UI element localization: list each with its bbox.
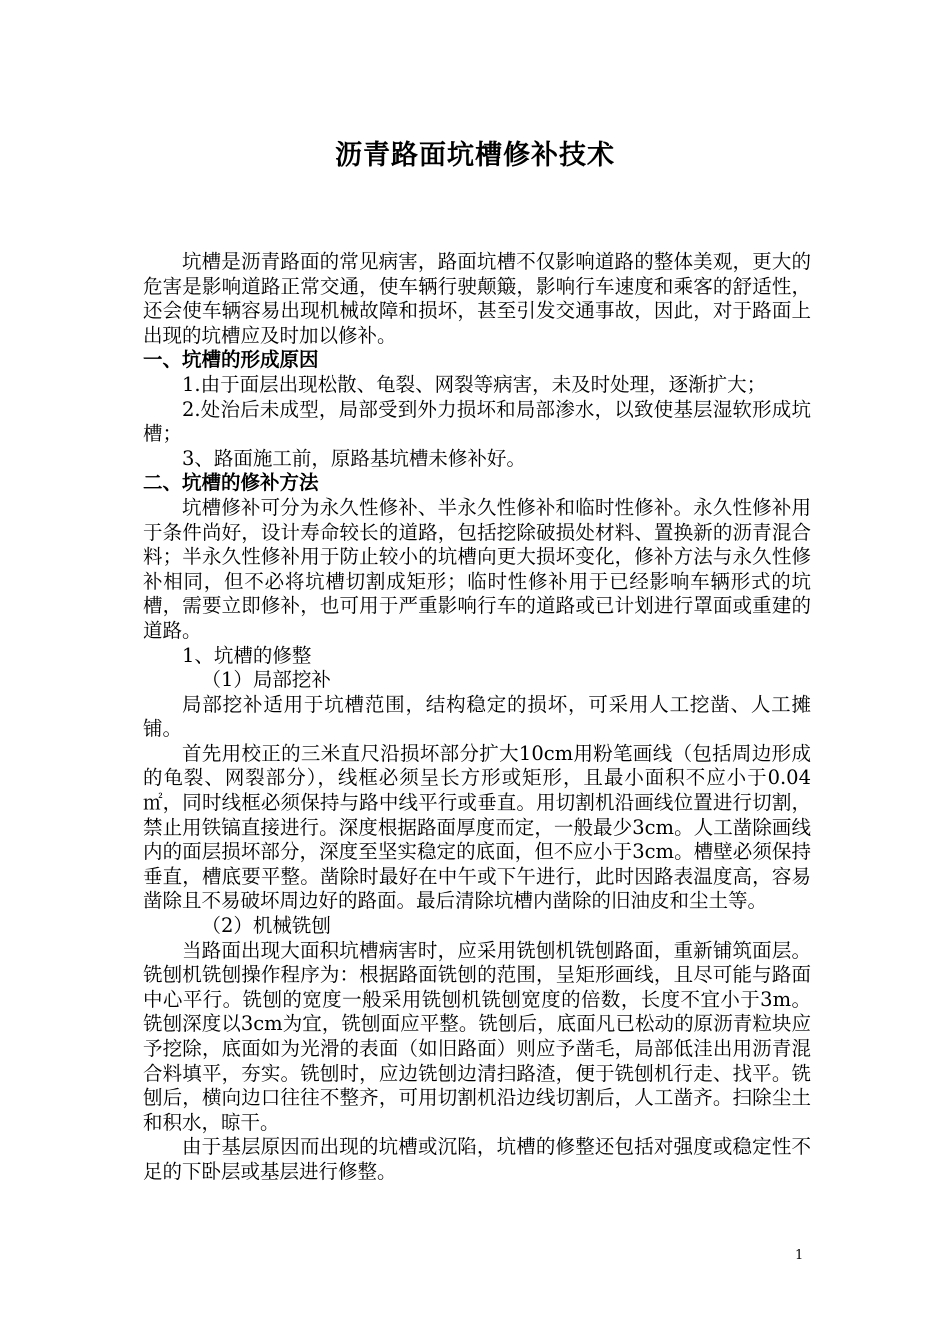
methods-paragraph: 坑槽修补可分为永久性修补、半永久性修补和临时性修补。永久性修补用于条件尚好，设计寿命较长的道路，包括挖除破损处材料、置换新的沥青混合料；半永久性修补用于防止较小的坑槽向更大损坏变化，修补方法与永久性修补相同，但不必将坑槽切割成矩形；临时性修补用于已经影响车辆形式的坑槽，需要立即修补，也可用于严重影响行车的道路或已计划进行罩面或重建的道路。 xyxy=(143,495,811,642)
cause-item-3: 3、路面施工前，原路基坑槽未修补好。 xyxy=(182,446,526,470)
document-title: 沥青路面坑槽修补技术 xyxy=(335,140,615,171)
local-excavation-paragraph-1: 局部挖补适用于坑槽范围，结构稳定的损坏，可采用人工挖凿、人工摊铺。 xyxy=(143,692,811,741)
cause-item-1: 1.由于面层出现松散、龟裂、网裂等病害，未及时处理，逐渐扩大； xyxy=(182,372,767,396)
local-excavation-paragraph-2: 首先用校正的三米直尺沿损坏部分扩大10cm用粉笔画线（包括周边形成的龟裂、网裂部分），线框必须呈长方形或矩形，且最小面积不应小于0.04 ㎡，同时线框必须保持与路中线平行或垂直。用切割机沿画线位置进行切割，禁止用铁镐直接进行。深度根据路面厚度而定，一般最少3cm。人工凿除画线内的面层损坏部分，深度至坚实稳定的底面，但不应小于3cm。槽壁必须保持垂直，槽底要平整。凿除时最好在中午或下午进行，此时因路表温度高，容易凿除且不易破坏周边好的路面。最后清除坑槽内凿除的旧油皮和尘土等。 xyxy=(143,741,811,913)
intro-paragraph: 坑槽是沥青路面的常见病害，路面坑槽不仅影响道路的整体美观，更大的危害是影响道路正常交通，使车辆行驶颠簸，影响行车速度和乘客的舒适性，还会使车辆容易出现机械故障和损坏，甚至引发交通事故，因此，对于路面上出现的坑槽应及时加以修补。 xyxy=(143,250,811,347)
subheading-repair: 1、坑槽的修整 xyxy=(182,643,312,667)
milling-paragraph-1: 当路面出现大面积坑槽病害时，应采用铣刨机铣刨路面，重新铺筑面层。铣刨机铣刨操作程序为：根据路面铣刨的范围，呈矩形画线，且尽可能与路面中心平行。铣刨的宽度一般采用铣刨机铣刨宽度的倍数，长度不宜小于3m。铣刨深度以3cm为宜，铣刨面应平整。铣刨后，底面凡已松动的原沥青粒块应予挖除，底面如为光滑的表面（如旧路面）则应予凿毛，局部低洼出用沥青混合料填平，夯实。铣刨时，应边铣刨边清扫路渣，便于铣刨机行走、找平。铣刨后，横向边口往往不整齐，可用切割机沿边线切割后，人工凿齐。扫除尘土和积水，晾干。 xyxy=(143,938,811,1134)
section-heading-methods: 二、坑槽的修补方法 xyxy=(143,471,319,495)
milling-paragraph-2: 由于基层原因而出现的坑槽或沉陷，坑槽的修整还包括对强度或稳定性不足的下卧层或基层进行修整。 xyxy=(143,1135,811,1183)
section-heading-causes: 一、坑槽的形成原因 xyxy=(143,348,319,372)
document-body xyxy=(143,250,811,1185)
subheading-local-excavation: （1）局部挖补 xyxy=(201,668,331,692)
cause-item-2: 2.处治后未成型，局部受到外力损坏和局部渗水，以致使基层湿软形成坑槽； xyxy=(143,397,811,446)
subheading-mechanical-milling: （2）机械铣刨 xyxy=(201,914,331,938)
page-number: 1 xyxy=(795,1248,804,1263)
